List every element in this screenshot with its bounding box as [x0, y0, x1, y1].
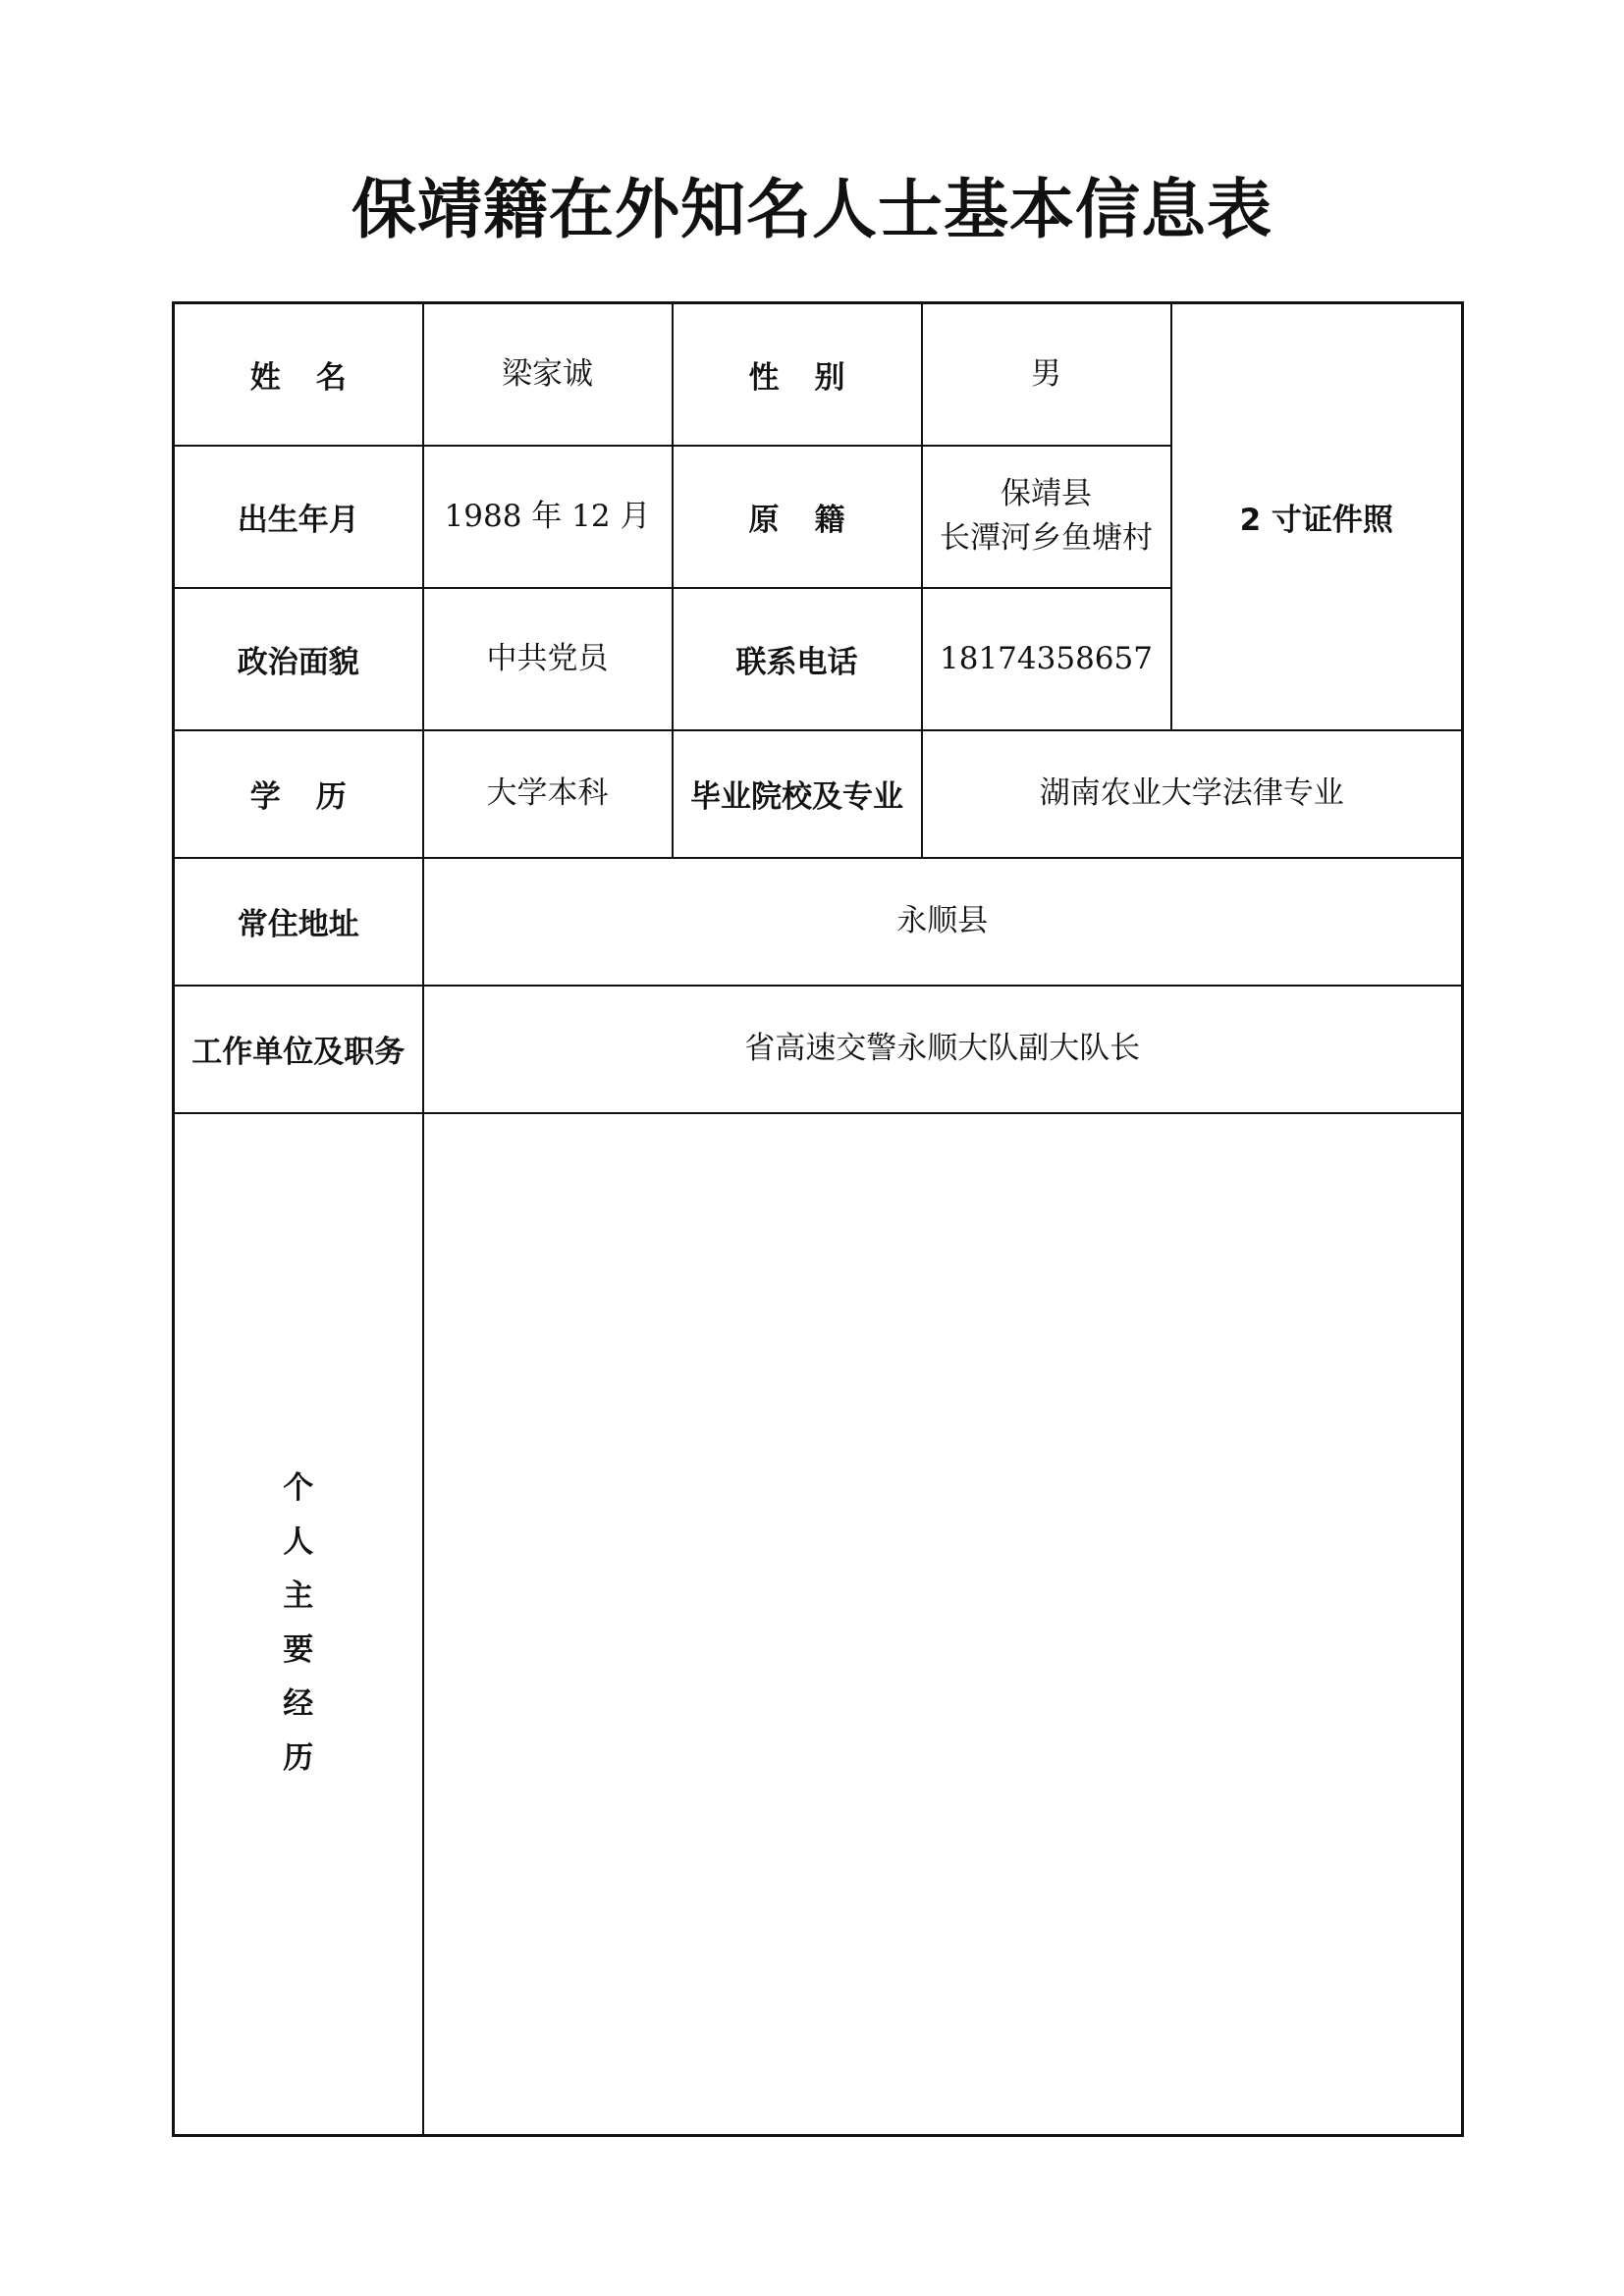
table-row [174, 730, 1463, 858]
education-value: 大学本科 [423, 730, 673, 858]
experience-label-cell [174, 1113, 423, 2136]
table-row [174, 986, 1463, 1113]
gender-label: 性别 [748, 359, 881, 396]
table-row [174, 303, 1463, 446]
origin-value-line1: 保靖县 [1001, 476, 1092, 512]
work-value: 省高速交警永顺大队副大队长 [423, 986, 1463, 1113]
gender-value: 男 [922, 303, 1171, 446]
birth-value: 1988 年 12 月 [423, 446, 673, 588]
school-value: 湖南农业大学法律专业 [922, 730, 1463, 858]
address-label: 常住地址 [174, 858, 423, 986]
work-label: 工作单位及职务 [174, 986, 423, 1113]
phone-value: 18174358657 [922, 588, 1171, 730]
experience-value [423, 1113, 1463, 2136]
political-label: 政治面貌 [174, 588, 423, 730]
origin-value-line2: 长潭河乡鱼塘村 [940, 520, 1153, 556]
political-value: 中共党员 [423, 588, 673, 730]
school-label: 毕业院校及专业 [673, 730, 922, 858]
gender-label-cell [673, 303, 922, 446]
table-row [174, 858, 1463, 986]
origin-label-cell [673, 446, 922, 588]
birth-label: 出生年月 [174, 446, 423, 588]
phone-label: 联系电话 [673, 588, 922, 730]
info-table [172, 301, 1464, 2137]
address-value: 永顺县 [423, 858, 1463, 986]
origin-label: 原籍 [748, 502, 881, 538]
name-value: 梁家诚 [423, 303, 673, 446]
name-label-cell [174, 303, 423, 446]
experience-label: 个人主要经历 [283, 1470, 314, 1777]
origin-value [922, 446, 1171, 588]
education-label: 学历 [249, 779, 382, 815]
education-label-cell [174, 730, 423, 858]
page-title: 保靖籍在外知名人士基本信息表 [352, 171, 1272, 247]
name-label: 姓名 [249, 359, 382, 396]
table-row [174, 1113, 1463, 2136]
photo-placeholder: 2 寸证件照 [1171, 303, 1463, 730]
